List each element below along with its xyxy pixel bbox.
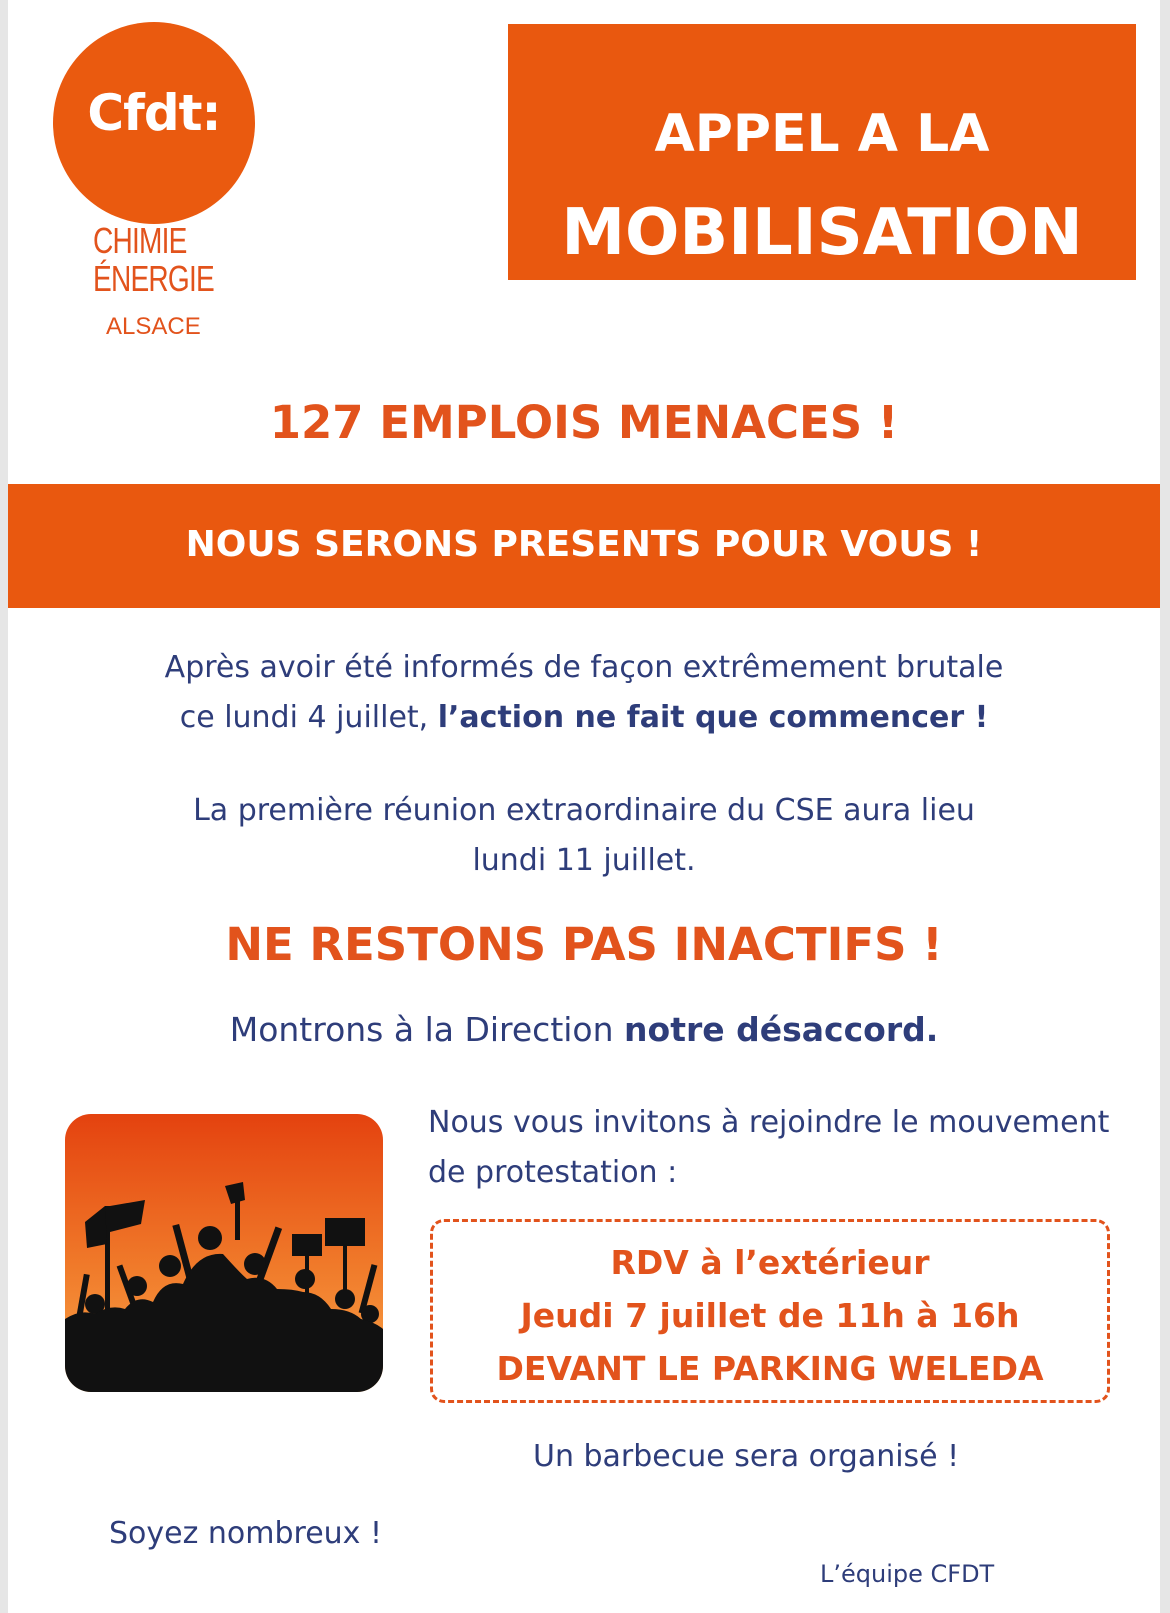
alert-heading: NE RESTONS PAS INACTIFS ! — [225, 918, 943, 971]
montrons-bold: notre désaccord. — [624, 1010, 939, 1049]
rdv-box — [430, 1219, 1110, 1403]
signature: L’équipe CFDT — [820, 1560, 995, 1588]
soyez-nombreux: Soyez nombreux ! — [109, 1516, 382, 1551]
logo-line-energie: ÉNERGIE — [93, 258, 214, 299]
cfdt-logo — [53, 22, 255, 224]
paragraph-1-line-1: Après avoir été informés de façon extrêmement brutale — [164, 650, 1004, 685]
invite-line-2: de protestation : — [428, 1155, 678, 1190]
paragraph-2-line-2: lundi 11 juillet. — [472, 843, 696, 878]
protest-crowd-image — [65, 1114, 383, 1392]
orange-band — [8, 484, 1160, 608]
montrons-normal: Montrons à la Direction — [229, 1010, 625, 1049]
appel-banner — [508, 24, 1136, 280]
logo-subtitle — [93, 222, 214, 298]
montrons-line — [8, 1010, 1160, 1049]
appel-line-2: MOBILISATION — [561, 196, 1083, 270]
paragraph-1 — [8, 643, 1160, 743]
paragraph-2 — [8, 786, 1160, 886]
logo-region: ALSACE — [106, 313, 201, 340]
rdv-location: RDV à l’extérieur — [610, 1243, 930, 1282]
paragraph-2-line-1: La première réunion extraordinaire du CSE aura lieu — [193, 793, 975, 828]
rdv-place: DEVANT LE PARKING WELEDA — [496, 1349, 1044, 1388]
paragraph-1-line-2 — [8, 693, 1160, 743]
barbecue-note: Un barbecue sera organisé ! — [533, 1439, 960, 1474]
invite-line-1: Nous vous invitons à rejoindre le mouvement — [428, 1105, 1110, 1140]
logo-line-chimie: CHIMIE — [93, 220, 187, 261]
appel-line-1: APPEL A LA — [654, 104, 990, 164]
band-text: NOUS SERONS PRESENTS POUR VOUS ! — [185, 524, 983, 565]
paragraph-1-normal: ce lundi 4 juillet, — [179, 700, 438, 735]
invite-text — [428, 1098, 1148, 1198]
flyer-page — [8, 0, 1160, 1613]
logo-brand: Cfdt: — [87, 84, 221, 142]
paragraph-1-bold: l’action ne fait que commencer ! — [437, 700, 989, 735]
rdv-date: Jeudi 7 juillet de 11h à 16h — [520, 1296, 1020, 1335]
headline: 127 EMPLOIS MENACES ! — [269, 396, 899, 449]
